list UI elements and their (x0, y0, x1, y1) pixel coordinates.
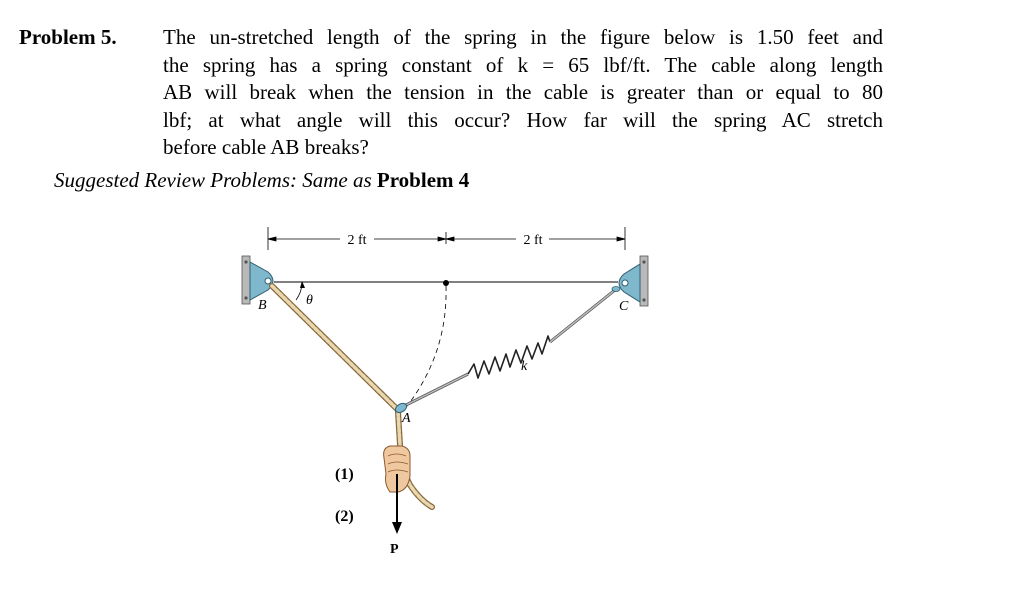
label-a: A (402, 411, 411, 426)
midpoint-dot (443, 280, 449, 286)
spring-ac (404, 287, 620, 407)
problem-line-2: the spring has a spring constant of k = 65 lbf/ft. The cable along length (163, 52, 883, 77)
problem-number: Problem 5. (19, 25, 117, 49)
label-p: P (390, 542, 399, 557)
problem-line-3: AB will break when the tension in the cable is greater than or equal to 80 (163, 80, 883, 104)
dimension-line (268, 227, 625, 250)
swing-arc (404, 286, 446, 410)
label-theta: θ (306, 293, 313, 308)
cable-ab (272, 286, 398, 410)
wall-support-b (242, 256, 273, 304)
review-prefix: Suggested Review Problems: Same as (54, 168, 377, 192)
problem-line-1: The un-stretched length of the spring in the figure below is 1.50 feet and (163, 25, 883, 49)
problem-line-5: before cable AB breaks? (163, 135, 369, 159)
label-c: C (619, 299, 629, 314)
label-b: B (258, 298, 267, 313)
problem-line-4: lbf; at what angle will this occur? How far will the spring AC stretch (163, 107, 883, 132)
review-reference: Problem 4 (376, 168, 470, 192)
label-case-2: (2) (335, 508, 354, 525)
dimension-label-left: 2 ft (347, 233, 367, 248)
dimension-label-right: 2 ft (523, 233, 543, 248)
label-case-1: (1) (335, 466, 354, 483)
label-k: k (521, 359, 528, 374)
